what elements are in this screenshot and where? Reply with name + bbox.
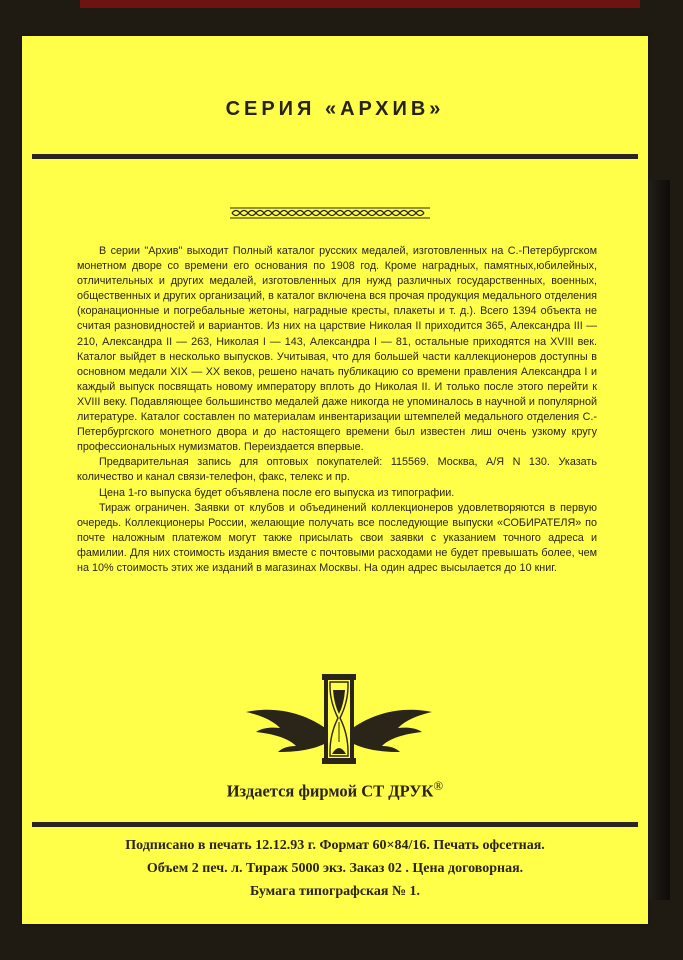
background-red-strip <box>80 0 640 8</box>
winged-hourglass-icon <box>244 672 434 768</box>
top-rule <box>32 154 638 159</box>
paragraph-catalog: В серии "Архив" выходит Полный каталог русских медалей, изготовленных на С.-Петербургском монетном дворе со времени его основания по 1908 год. Кроме наградных, памятных,юбилейных, отличительных и других медалей, изготовленных для нужд различных государственных, военных, общественных и других организаций, в каталог включена вся прочая продукция медального отделения (коранационные и погребальные жетоны, наградные кресты, плакеты и т. д.). Всего 1394 объекта не считая разновидностей и вариантов. Из них на царствие Николая II приходится 365, Александра III — 210, Александра II — 263, Николая I — 143, Александра I — 81, остальные приходятся на XVIII век. Каталог выйдет в несколько выпусков. Учитывая, что для большей части каллекционеров доступны в основном медали XIX — XX веков, решено начать публикацию со времени правления Александра I и каждый выпуск посвящать новому императору вплоть до Николая II. И только после этого перейти к XVIII веку. Подавляющее большинство медалей даже никогда не упоминалось в научной и популярной литературе. Каталог составлен по материалам инвентаризации штемпелей медального отделения С.-Петербургского монетного двора и до настоящего времени был известен лиш очень узкому кругу профессиональных нумизматов. Переиздается впервые. <box>77 245 597 454</box>
rope-ornament-icon <box>230 206 430 220</box>
imprint-block <box>22 834 648 903</box>
imprint-line-3: Бумага типографская № 1. <box>249 884 421 899</box>
registered-mark: ® <box>433 778 444 793</box>
imprint-line-1: Подписано в печать 12.12.93 г. Формат 60×84/16. Печать офсетная. <box>125 838 545 853</box>
description-text <box>77 244 597 576</box>
publisher-text: Издается фирмой СТ ДРУК <box>226 781 434 801</box>
book-back-cover <box>22 36 648 924</box>
publisher-line <box>22 778 648 802</box>
bottom-rule <box>32 822 638 827</box>
paragraph-preorder: Предварительная запись для оптовых покупателей: 115569. Москва, А/Я N 130. Указать количество и канал связи-телефон, факс, телекс и пр. <box>77 456 597 484</box>
imprint-line-2: Объем 2 печ. л. Тираж 5000 экз. Заказ 02 . Цена договорная. <box>146 861 524 876</box>
paragraph-circulation: Тираж ограничен. Заявки от клубов и объединений коллекционеров удовлетворяются в первую очередь. Коллекционеры России, желающие получать все последующие выпуски «СОБИРАТЕЛЯ» по почте наложным платежом могут также присылать свои заявки с указанием точного адреса и фамилии. Для них стоимость издания вместе с почтовыми расходами не будет превышать более, чем на 10% стоимость этих же изданий в магазинах Москвы. На один адрес высылается до 10 книг. <box>77 501 597 574</box>
series-title: СЕРИЯ «АРХИВ» <box>225 98 445 120</box>
paragraph-price: Цена 1-го выпуска будет объявлена после его выпуска из типографии. <box>99 486 455 499</box>
